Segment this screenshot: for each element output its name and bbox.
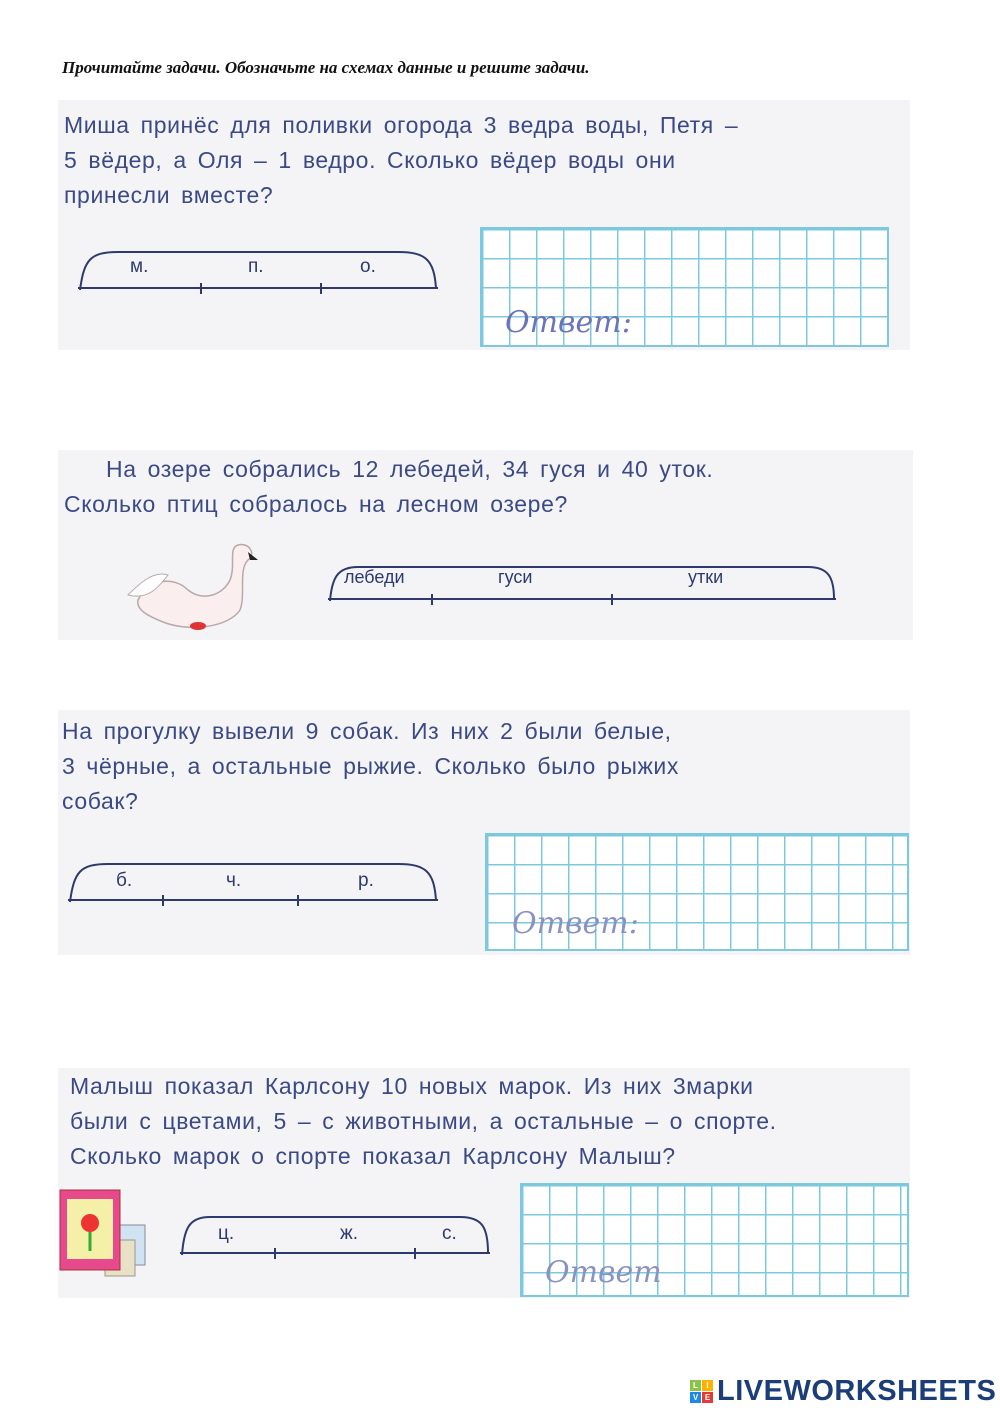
text-line: Малыш показал Карлсону 10 новых марок. Из них 3марки [70,1073,754,1099]
logo-mark-icon: L I V E [690,1380,713,1403]
instruction: Прочитайте задачи. Обозначьте на схемах данные и решите задачи. [62,58,590,77]
text-line: На озере собрались 12 лебедей, 34 гуся и 40 уток. [106,456,714,482]
problem-4-scheme[interactable] [180,1215,490,1257]
problem-2-scheme[interactable] [328,565,836,603]
text-line: 3 чёрные, а остальные рыжие. Сколько было рыжих [62,753,679,779]
scheme-label: р. [358,870,374,891]
stamps-image [55,1185,150,1280]
scheme-label: м. [130,256,149,277]
problem-1-scheme[interactable] [78,250,438,292]
text-line: собак? [62,788,139,814]
problem-1-text [64,108,738,213]
scheme-label: п. [248,256,264,277]
problem-3-text [62,714,679,819]
scheme-label: б. [116,870,133,891]
text-line: принесли вместе? [64,182,274,208]
logo-text: LIVEWORKSHEETS [717,1375,997,1407]
text-line: 5 вёдер, а Оля – 1 ведро. Сколько вёдер воды они [64,147,676,173]
text-line: Миша принёс для поливки огорода 3 ведра воды, Петя – [64,112,739,138]
swan-image [118,540,263,635]
scheme-label: лебеди [344,567,405,587]
scheme-label: о. [360,256,376,277]
problem-4-text [70,1069,777,1174]
answer-label: Ответ [545,1255,662,1290]
scheme-label: ж. [340,1223,358,1244]
scheme-label: ц. [218,1223,235,1244]
liveworksheets-logo [690,1375,996,1408]
scheme-label: утки [688,567,724,587]
text-line: были с цветами, 5 – с животными, а остальные – о спорте. [70,1108,777,1134]
text-line: Сколько марок о спорте показал Карлсону Малыш? [70,1143,676,1169]
problem-2-text [64,452,713,522]
scheme-label: ч. [226,870,242,891]
answer-label: Ответ: [512,906,639,941]
text-line: Сколько птиц собралось на лесном озере? [64,491,568,517]
scheme-label: гуси [498,567,533,587]
text-line: На прогулку вывели 9 собак. Из них 2 были белые, [62,718,672,744]
answer-label: Ответ: [505,305,632,340]
scheme-label: с. [442,1223,457,1244]
problem-3-scheme[interactable] [68,862,438,904]
